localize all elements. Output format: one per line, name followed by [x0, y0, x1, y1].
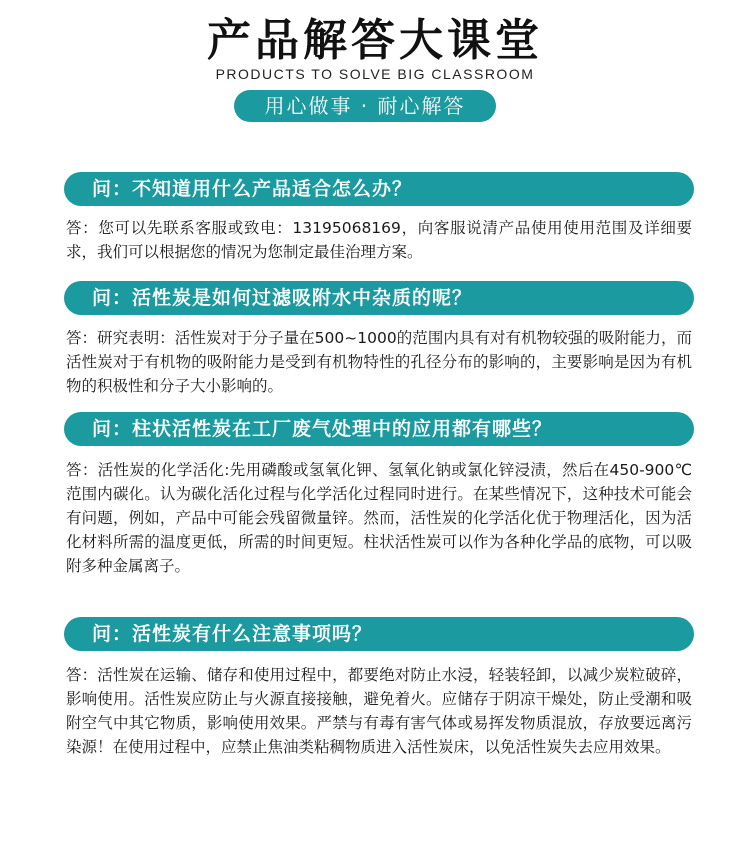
- answer-text: 答：研究表明：活性炭对于分子量在500~1000的范围内具有对有机物较强的吸附能力，而活性炭对于有机物的吸附能力是受到有机物特性的孔径分布的影响的，主要影响是因为有机物的积极性和分子大小影响的。: [66, 329, 692, 395]
- page-subtitle: PRODUCTS TO SOLVE BIG CLASSROOM: [215, 66, 535, 82]
- answer-text: 答：活性炭的化学活化:先用磷酸或氢氧化钾、氢氧化钠或氯化锌浸渍，然后在450-900℃范围内碳化。认为碳化活化过程与化学活化过程同时进行。在某些情况下，这种技术可能会有问题，例如，产品中可能会残留微量锌。然而，活性炭的化学活化优于物理活化，因为活化材料所需的温度更低，所需的时间更短。柱状活性炭可以作为各种化学品的底物，可以吸附多种金属离子。: [66, 461, 692, 575]
- question-bar: 问：不知道用什么产品适合怎么办？: [64, 172, 694, 206]
- question-bar: 问：活性炭有什么注意事项吗？: [64, 617, 694, 651]
- qa-item-2: [64, 281, 694, 398]
- qa-item-3: [64, 412, 694, 578]
- question-bar: 问：柱状活性炭在工厂废气处理中的应用都有哪些？: [64, 412, 694, 446]
- page-header: [0, 0, 750, 140]
- question-bar: 问：活性炭是如何过滤吸附水中杂质的呢？: [64, 281, 694, 315]
- qa-item-4: [64, 617, 694, 759]
- slogan-badge: 用心做事 · 耐心解答: [234, 90, 496, 122]
- page-title: 产品解答大课堂: [207, 15, 543, 66]
- qa-item-1: [64, 172, 694, 264]
- answer-text: 答：您可以先联系客服或致电：13195068169，向客服说清产品使用使用范围及详细要求，我们可以根据您的情况为您制定最佳治理方案。: [66, 219, 692, 261]
- answer-text: 答：活性炭在运输、储存和使用过程中，都要绝对防止水浸，轻装轻卸，以减少炭粒破碎，影响使用。活性炭应防止与火源直接接触，避免着火。应储存于阴凉干燥处，防止受潮和吸附空气中其它物质，影响使用效果。严禁与有毒有害气体或易挥发物质混放，存放要远离污染源！在使用过程中，应禁止焦油类粘稠物质进入活性炭床，以免活性炭失去应用效果。: [66, 666, 692, 756]
